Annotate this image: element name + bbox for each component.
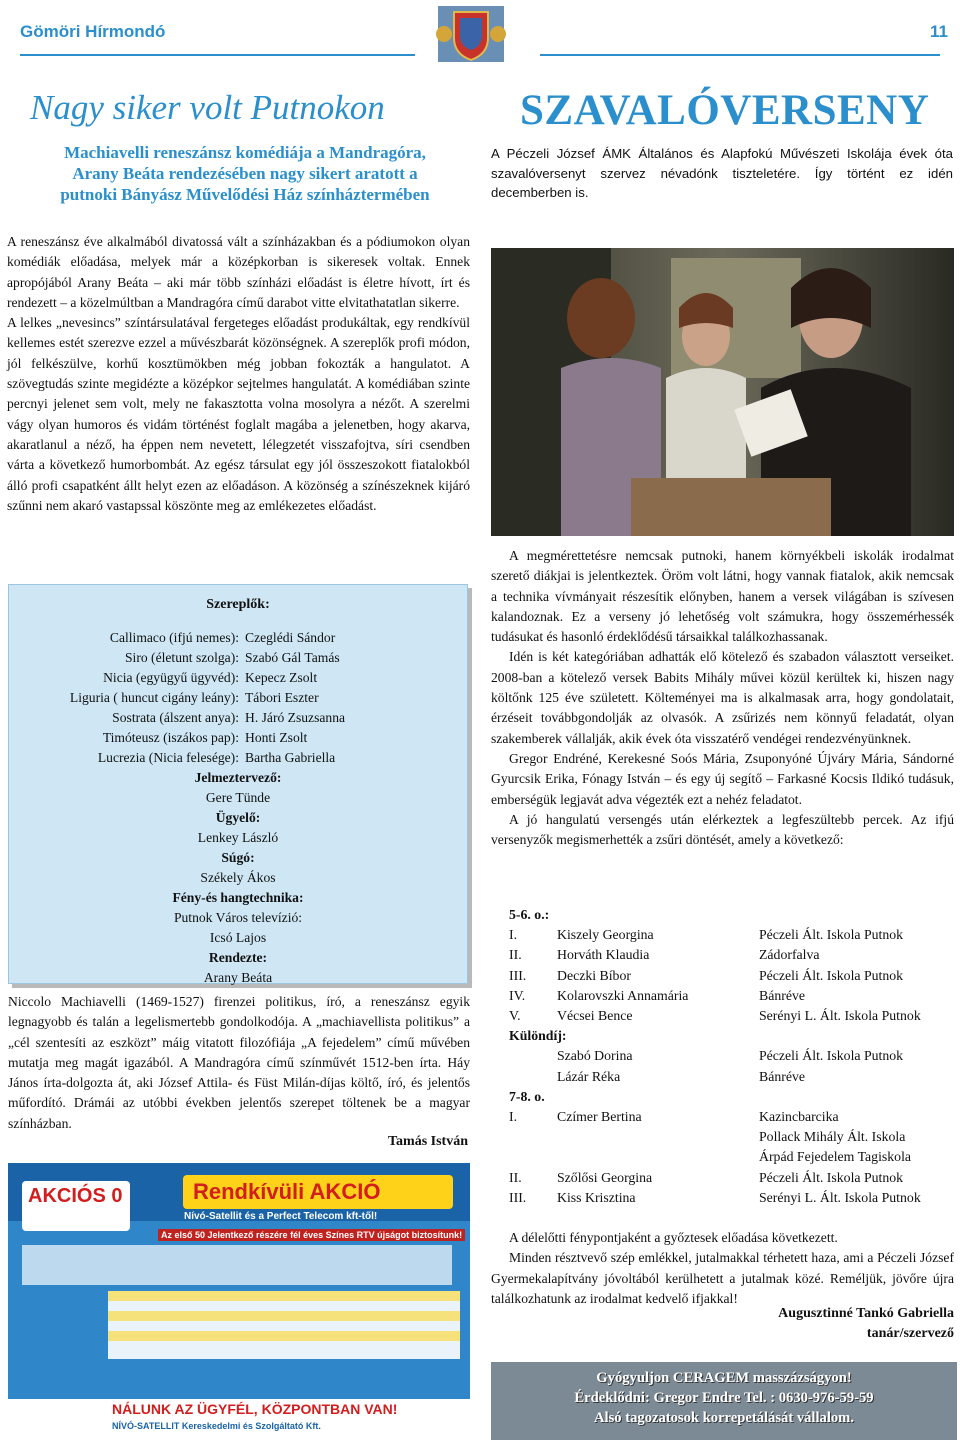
cast-role: Nicia (együgyű ügyvéd): <box>103 670 239 685</box>
body-paragraph: A megmérettetésre nemcsak putnoki, hanem környékbeli iskolák irodalmat szerető diákjai is jelentkeztek. Öröm volt látni, hogy vannak fiatalok, akik nemcsak a technika vívmányait részesítik előnyben, hanem a versek világában is szívesen kalandoznak. Ez a verseny jó lehetőség volt számukra, hogy összemérhessék tudásukat és hasonló érdeklődésű társaikkal találkozhassanak. <box>491 548 954 645</box>
student-name: Kiss Krisztina <box>557 1189 636 1205</box>
cast-role: Liguria ( huncut cigány leány): <box>69 690 239 705</box>
credit-label <box>9 888 467 908</box>
ad-line: Érdeklődni: Gregor Endre Tel. : 0630-976-59-59 <box>574 1390 874 1406</box>
ad-badge-text: AKCIÓS 0 <box>28 1185 123 1207</box>
school-name: Péczeli Ált. Iskola Putnok <box>759 967 904 983</box>
student-name: Lázár Réka <box>557 1068 621 1084</box>
credit-label-text: Súgó: <box>221 850 255 865</box>
school-name: Pollack Mihály Ált. Iskola <box>759 1129 906 1145</box>
rank <box>491 1127 557 1147</box>
student-name: Szőlősi Georgina <box>557 1169 653 1185</box>
student-name: Czímer Bertina <box>557 1109 642 1125</box>
author-role: tanár/szervező <box>866 1326 954 1341</box>
results-row <box>491 925 954 945</box>
ad-line: Gyógyuljon CERAGEM masszázságyon! <box>596 1370 852 1386</box>
rank <box>491 1067 557 1087</box>
article-title-right: SZAVALÓVERSENY <box>520 87 930 134</box>
school-name: Péczeli Ált. Iskola Putnok <box>759 1169 904 1185</box>
student-name: Szabó Dorina <box>557 1048 633 1064</box>
cast-actor: Honti Zsolt <box>245 730 308 745</box>
author-signature: Augusztinné Tankó Gabriella <box>778 1306 954 1321</box>
ad-info-block <box>22 1245 452 1285</box>
cast-row <box>9 728 467 748</box>
results-row <box>491 1046 954 1066</box>
student-name: Horváth Klaudia <box>557 947 650 963</box>
rank: III. <box>509 967 527 983</box>
rank: III. <box>509 1189 527 1205</box>
school-name: Bánréve <box>759 1068 805 1084</box>
results-row <box>491 1107 954 1127</box>
credit-label-text: Jelmeztervező: <box>194 770 282 785</box>
ad-banner-text: Rendkívüli AKCIÓ <box>193 1179 381 1204</box>
rank <box>491 1147 557 1167</box>
cast-row <box>9 648 467 668</box>
credit-label-text: Ügyelő: <box>215 810 261 825</box>
credit-name: Lenkey László <box>197 830 279 845</box>
school-name: Péczeli Ált. Iskola Putnok <box>759 1048 904 1064</box>
cast-role: Callimaco (ifjú nemes): <box>109 630 239 645</box>
school-name: Kazincbarcika <box>759 1109 839 1125</box>
rank: II. <box>509 1169 522 1185</box>
closing-paragraph-block <box>8 992 470 1134</box>
ad-subtitle: Nívó-Satellit és a Perfect Telecom kft-től! <box>184 1211 378 1222</box>
article-subtitle <box>20 142 470 205</box>
credit-label <box>9 948 467 968</box>
ad-line: Alsó tagozatosok korrepetálását vállalom. <box>594 1410 854 1426</box>
rank: IV. <box>509 987 526 1003</box>
header-rule-left <box>20 54 415 56</box>
header-rule-right <box>540 54 940 56</box>
subtitle-line: Machiavelli reneszánsz komédiája a Mandragóra, <box>64 143 426 162</box>
body-paragraph: Idén is két kategóriában adhatták elő kötelező és szabadon választott verseiket. 2008-ban a kötelező versek Babits Mihály művei közül kerültek ki, hiszen nagy költőnk 125 éve született. Költeményei ma is alkalmasak arra, hogy gondolatait, érzéseit továbbgondolják az olvasók. A zsűrizés nem könnyű feladatát, olyan szakemberek vállalják, akik évek óta visszatérő vendégei rendezvényünknek. <box>491 649 954 746</box>
student-name <box>557 1147 759 1167</box>
credit-name: Arany Beáta <box>203 970 273 985</box>
award-ceremony-photo <box>491 248 954 536</box>
subtitle-line: Arany Beáta rendezésében nagy sikert aratott a <box>72 164 418 183</box>
results-category: 5-6. o.: <box>509 907 550 922</box>
credit-label <box>9 768 467 788</box>
cast-role: Lucrezia (Nicia felesége): <box>97 750 239 765</box>
rank: V. <box>509 1008 521 1024</box>
article-body <box>7 232 470 516</box>
credit-label <box>9 808 467 828</box>
newspaper-title: Gömöri Hírmondó <box>20 22 166 41</box>
credit-name: Putnok Város televízió: <box>173 910 303 925</box>
credit-name: Gere Tünde <box>205 790 271 805</box>
results-row <box>491 986 954 1006</box>
student-name: Kiszely Georgina <box>557 927 654 943</box>
cast-box <box>8 584 468 984</box>
school-name: Serényi L. Ált. Iskola Putnok <box>759 1008 921 1024</box>
body-paragraph: Minden résztvevő szép emlékkel, jutalmakkal térhetett haza, ami a Péczeli József Gyermekalapítvány jóvoltából kerülhetett a jutalmak közé. Reméljük, jövőre újra találkozhatunk az irodalmat kedvelő ifjakkal! <box>491 1250 954 1306</box>
school-name: Péczeli Ált. Iskola Putnok <box>759 927 904 943</box>
rank: I. <box>509 1109 518 1125</box>
cast-actor: Szabó Gál Tamás <box>245 650 340 665</box>
credit-name: Székely Ákos <box>200 870 276 885</box>
ad-slogan: NÁLUNK AZ ÜGYFÉL, KÖZPONTBAN VAN! <box>112 1401 398 1417</box>
ad-offer: Az első 50 Jelentkező részére fél éves Színes RTV újságot biztosítunk! <box>158 1229 465 1241</box>
results-row <box>491 1168 954 1188</box>
student-name: Deczki Bíbor <box>557 967 631 983</box>
ad-footer <box>8 1399 470 1439</box>
results-list <box>491 905 954 1208</box>
satellite-advertisement <box>8 1163 470 1439</box>
body-paragraph: A lelkes „nevesincs” színtársulatával fergeteges előadást produkáltak, egy rendkívül kellemes estét szerezve ezzel a művészbarát közönségnek. A szereplők profi módon, jól felkészülve, korhű kosztümökben még jobban fokozták a hangulatot. A szövegtudás szinte megidézte a középkor sejtelmes hangulatát. A komédiában szinte percnyi jelenet sem volt, mely ne fakasztotta volna mosolyra a nézőt. A szerelmi vágy olyan humoros és vidám történést foglalt magába a jelenetben, hogy akarva, akaratlanul a néző, ha éppen nem nevetett, lélegzetét visszafojtva, síri csendben várta a következő humorbombát. Az egész társulat egy jól összeszokott fiatalokból álló profi csapatként állt helyt ezen az előadáson. A közönség a színészeknek kijáró szűnni nem akaró vastapssal köszönte meg az emlékezetes előadást. <box>7 315 470 513</box>
results-category: Különdíj: <box>509 1028 567 1044</box>
credit-label-text: Rendezte: <box>208 950 268 965</box>
ad-banner <box>183 1175 453 1209</box>
student-name: Kolarovszki Annamária <box>557 987 689 1003</box>
results-row <box>491 1067 954 1087</box>
coat-of-arms-icon <box>432 4 510 64</box>
rank: II. <box>509 947 522 963</box>
results-row <box>491 1006 954 1026</box>
credit-label <box>9 848 467 868</box>
intro-paragraph: A Péczeli József ÁMK Általános és Alapfokú Művészeti Iskolája évek óta szavalóversenyt szervez névadónk tiszteletére. Így történt ez idén decemberben is. <box>491 146 953 200</box>
results-row <box>491 966 954 986</box>
school-name: Serényi L. Ált. Iskola Putnok <box>759 1189 921 1205</box>
cast-actor: Tábori Eszter <box>245 690 319 705</box>
cast-row <box>9 668 467 688</box>
results-row <box>491 1147 954 1167</box>
article-body-right <box>491 546 954 850</box>
school-name: Bánréve <box>759 987 805 1003</box>
student-name <box>557 1127 759 1147</box>
ad-company: NÍVÓ-SATELLIT Kereskedelmi és Szolgáltató Kft. <box>112 1421 321 1431</box>
rank <box>491 1046 557 1066</box>
cast-actor: Czeglédi Sándor <box>245 630 336 645</box>
cast-row <box>9 628 467 648</box>
body-paragraph: A délelőtti fénypontjaként a győztesek előadása következett. <box>509 1230 838 1245</box>
rank: I. <box>509 927 518 943</box>
author-signature: Tamás István <box>387 1134 468 1149</box>
cast-row <box>9 708 467 728</box>
massage-advertisement <box>491 1362 957 1440</box>
results-category: 7-8. o. <box>509 1088 545 1104</box>
body-paragraph: A reneszánsz éve alkalmából divatossá vált a színházakban és a pódiumokon olyan komédiák előadása, melyek már a középkorban is sikeresek voltak. Ennek apropójából Arany Beáta – aki már több színházi előadást is életre hívott, írt és rendezett – a közelmúltban a Mandragóra című darabot vitte elvitathatatlan sikerre. <box>7 234 470 310</box>
school-name: Zádorfalva <box>759 947 820 963</box>
cast-row <box>9 748 467 768</box>
results-row <box>491 1188 954 1208</box>
school-name: Árpád Fejedelem Tagiskola <box>759 1149 912 1165</box>
cast-role: Siro (életunt szolga): <box>124 650 239 665</box>
closing-block <box>491 1228 954 1309</box>
results-row <box>491 1127 954 1147</box>
credit-name: Icsó Lajos <box>209 930 267 945</box>
cast-title: Szereplők: <box>206 597 270 612</box>
credit-label-text: Fény-és hangtechnika: <box>172 890 304 905</box>
cast-actor: Bartha Gabriella <box>245 750 336 765</box>
cast-row <box>9 688 467 708</box>
student-name: Vécsei Bence <box>557 1008 633 1024</box>
cast-role: Timóteusz (iszákos pap): <box>102 730 239 745</box>
ad-price-table <box>108 1291 460 1359</box>
page-number: 11 <box>930 22 948 41</box>
cast-actor: Kepecz Zsolt <box>245 670 318 685</box>
body-paragraph: Gregor Endréné, Kerekesné Soós Mária, Zsuponyóné Újváry Mária, Sándorné Gyurcsik Erika, Fónagy István – és egy új segítő – Farkasné Kocsis Ildikó tudásuk, emberségük legjavát adva végezték ezt a nehéz feladatot. <box>491 750 954 807</box>
cast-actor: H. Járó Zsuzsanna <box>245 710 346 725</box>
cast-role: Sostrata (álszent anya): <box>112 710 239 725</box>
cast-list <box>9 628 467 988</box>
subtitle-line: putnoki Bányász Művelődési Ház színháztermében <box>60 185 430 204</box>
ad-badge <box>22 1181 130 1231</box>
body-paragraph: A jó hangulatú versengés után elérkeztek a legfeszültebb percek. Az ifjú versenyzők megismerhették a zsűri döntését, amely a következő: <box>491 811 954 848</box>
results-row <box>491 945 954 965</box>
article-title: Nagy siker volt Putnokon <box>30 88 385 127</box>
body-paragraph: Niccolo Machiavelli (1469-1527) firenzei politikus, író, a reneszánsz egyik legnagyobb és talán a legelismertebb gondolkodója. A „machiavellista politikus” a „cél szentesíti az eszközt” máig vitatott filozófiája „A fejedelem” című művében mutatja meg magát igazából. A Mandragóra című színművét 1512-ben írta. Háy János írta-dolgozta át, aki József Attila- és Füst Milán-díjas költő, író, és jelentős műfordító. Drámái az utóbbi években jelentős szerepet töltenek be a magyar színházban. <box>8 994 470 1131</box>
